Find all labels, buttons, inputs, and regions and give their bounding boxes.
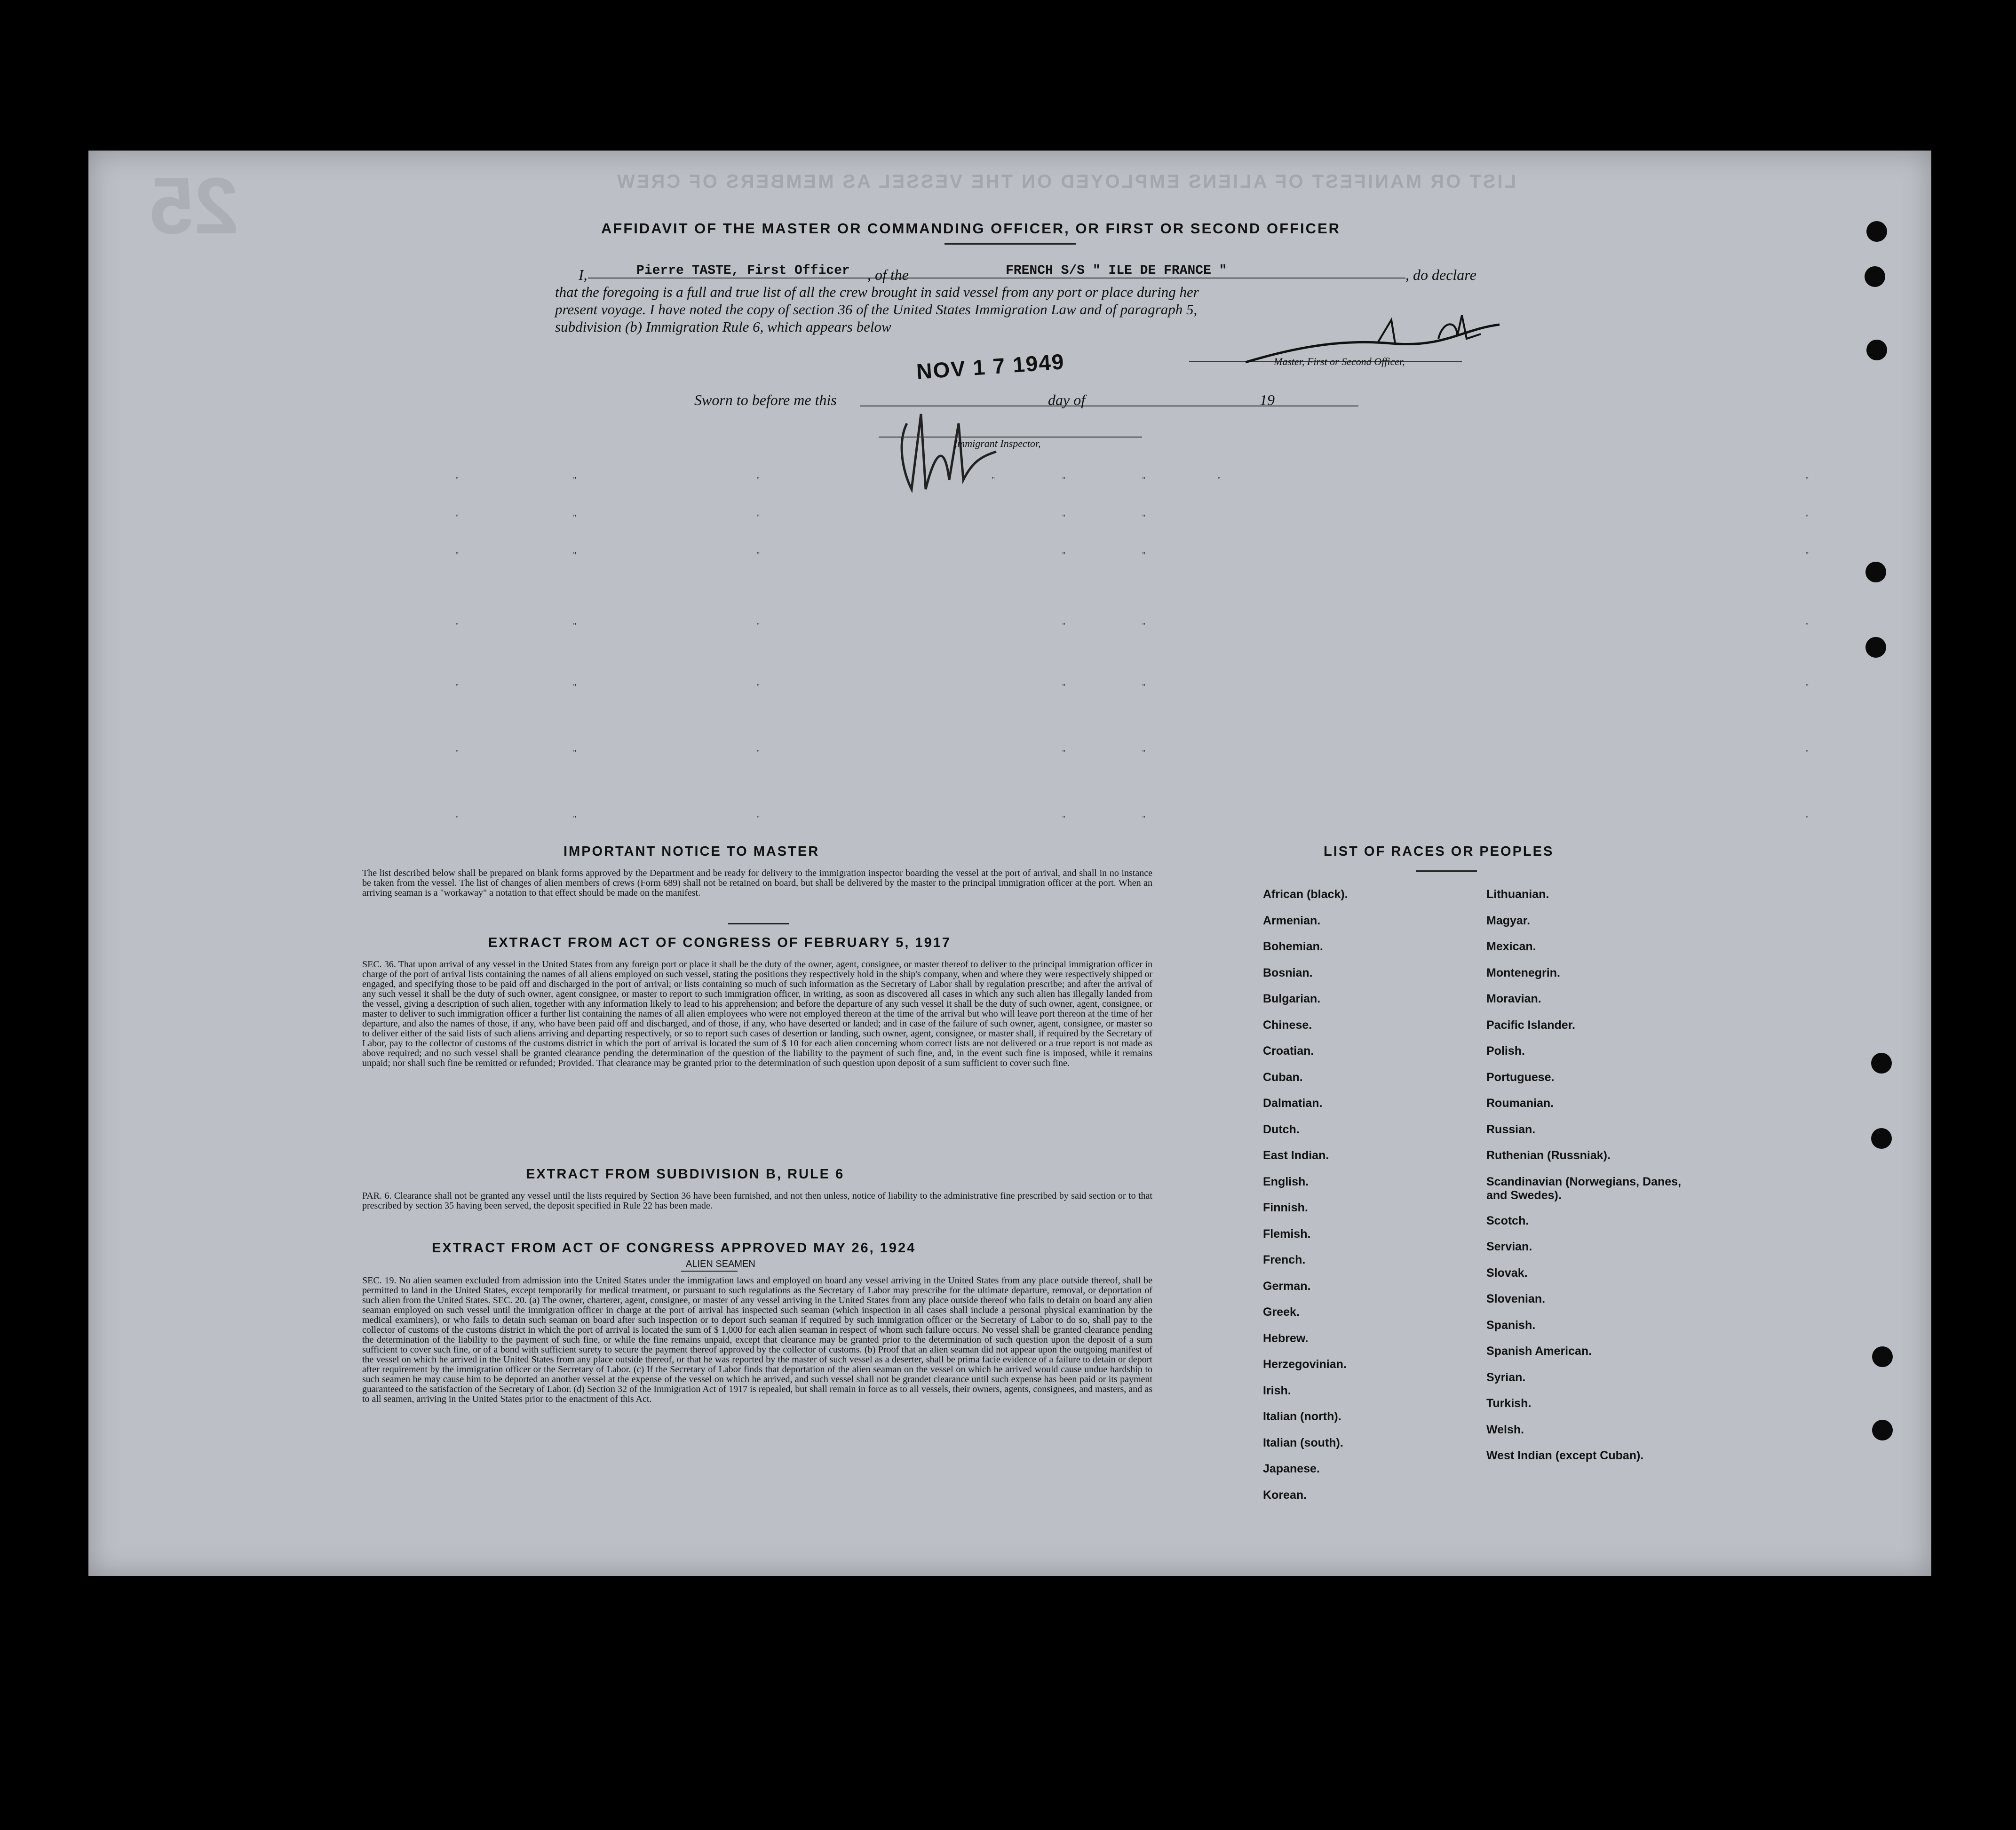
- binder-hole: [1872, 1346, 1893, 1367]
- declaration-line-4: subdivision (b) Immigration Rule 6, which appears below: [555, 318, 891, 335]
- race-item: French.: [1263, 1253, 1306, 1266]
- race-item: Pacific Islander.: [1486, 1018, 1575, 1032]
- race-item: African (black).: [1263, 888, 1348, 901]
- race-item: Turkish.: [1486, 1397, 1532, 1410]
- race-item: Lithuanian.: [1486, 888, 1549, 901]
- officer-name-typed: Pierre TASTE, First Officer: [636, 263, 850, 278]
- race-item: Dalmatian.: [1263, 1097, 1323, 1110]
- of-the-label: , of the: [867, 266, 909, 283]
- race-item: Bosnian.: [1263, 966, 1313, 979]
- race-item: Portuguese.: [1486, 1070, 1555, 1084]
- extract-1924-title: EXTRACT FROM ACT OF CONGRESS APPROVED MAY 26, 1924: [432, 1241, 916, 1256]
- bleed-through-title: LIST OR MANIFEST OF ALIENS EMPLOYED ON THE VESSEL AS MEMBERS OF CREW: [615, 171, 1516, 192]
- affidavit-title: AFFIDAVIT OF THE MASTER OR COMMANDING OFFICER, OR FIRST OR SECOND OFFICER: [601, 220, 1341, 237]
- extract-1917-title: EXTRACT FROM ACT OF CONGRESS OF FEBRUARY 5, 1917: [488, 935, 952, 950]
- subtitle-rule: [681, 1271, 738, 1272]
- race-item: Cuban.: [1263, 1070, 1303, 1084]
- title-rule: [945, 243, 1076, 245]
- bleed-through-page-number: 25: [150, 161, 239, 251]
- races-right-column: [1486, 888, 1693, 1475]
- binder-hole: [1872, 1420, 1893, 1440]
- race-item: Russian.: [1486, 1122, 1536, 1136]
- race-item: Polish.: [1486, 1044, 1525, 1058]
- race-item: Moravian.: [1486, 992, 1541, 1005]
- race-item: Slovak.: [1486, 1266, 1528, 1280]
- document-page: LIST OR MANIFEST OF ALIENS EMPLOYED ON THE VESSEL AS MEMBERS OF CREW 25 AFFIDAVIT OF THE MASTER OR COMMANDING OFFICER, OR FIRST OR SECOND OFFICER I, Pierre TASTE, First Officer , of the FRENCH S/S " ILE DE FRANCE " , do declare that the foregoing is a full and true list of all the crew brought in said vessel from any port or place during her present voyage. I have noted the copy of section 36 of the United States Immigration Law and of paragraph 5, subdivision (b) Immigration Rule 6, which appears below Master, First or Second Officer, Sworn to before me this NOV 1 7 1949 day of 19 Immigrant Inspector, " " " " " " " " " " " " " " " " " " " " " " " " " " " " " " " " " " " " " " " " " " " " IMPORTANT NOTICE TO MASTER The list described below shall be prepared on blank forms approved by the Department and be ready for delivery to the immigration inspector boarding the vessel at the port of arrival, and shall in no instance be taken from the vessel. The list of changes of alien members of crews (Form 689) shall not be retained on board, but shall be delivered by the master to the principal immigration officer at the port. When an arriving seaman is a "workaway" a notation to that effect should be made on the manifest. EXTRACT FROM ACT OF CONGRESS OF FEBRUARY 5, 1917 SEC. 36. That upon arrival of any vessel in the United States from any foreign port or place it shall be the duty of the owner, agent, consignee, or master thereof to deliver to the principal immigration officer in charge of the port of arrival lists containing the names of all aliens employed on such vessel, stating the positions they respectively hold in the ship's company, when and where they were respectively shipped or engaged, and specifying those to be paid off and discharged in the port of arrival; or lists containing so much of such information as the Secretary of Labor shall by regulation prescribe; and after the arrival of any such vessel it shall be the duty of such owner, agent consignee, or master to report to such immigration officer, in writing, as soon as discovered all cases in which any such alien has illegally landed from the vessel, giving a description of such alien, together with any information likely to lead to his apprehension; and before the departure of any such vessel it shall be the duty of such owner, agent, consignee, or master to deliver to such immigration officer a further list containing the names of all alien employees who were not employed thereon at the time of the arrival but who will leave port thereon at the time of her departure, and also the names of those, if any, who have been paid off and discharged, and of those, if any, who have deserted or landed; and in case of the failure of such owner, agent, consignee, or master so to deliver either of the said lists of such aliens arriving and departing respectively, or so to report such cases of desertion or landing, such owner, agent, consignee, or master shall, if required by the Secretary of Labor, pay to the collector of customs of the customs district in which the port of arrival is located the sum of $ 10 for each alien concerning whom correct lists are not delivered or a true report is not made as above required; and no such vessel shall be granted clearance pending the determination of the question of the liability to the payment of such fine, and, in the event such fine is imposed, while it remains unpaid; nor shall such fine be remitted or refunded; Provided. That clearance may be granted prior to the determination of such question upon deposit of a sum sufficient to cover such fine. EXTRACT FROM SUBDIVISION B, RULE 6 PAR. 6. Clearance shall not be granted any vessel until the lists required by Section 36 have been furnished, and not then unless, notice of liability to the administrative fine prescribed by said section or to that prescribed by section 35 having been served, the deposit specified in Rule 22 has been made. EXTRACT FROM ACT OF CONGRESS APPROVED MAY 26, 1924 ALIEN SEAMEN SEC. 19. No alien seamen excluded from admission into the United States under the immigration laws and employed on board any vessel arriving in the United States from any place outside thereof, shall be permitted to land in the United States, except temporarily for medical treatment, or pursuant to such regulations as the Secretary of Labor may prescribe for the ultimate departure, removal, or deportation of such alien from the United States. SEC. 20. (a) The owner, charterer, agent, consignee, or master of any vessel arriving in the United States from any place outside thereof who fails to detain on board any alien seaman employed on such vessel until the immigration officer in charge at the port of arrival has inspected such seaman (which inspection in all cases shall include a personal physical examination by the medical examiners), or who fails to detain such seaman on board after such inspection or to deport such seaman if required by such immigration officer or the Secretary of Labor to do so, shall pay to the collector of customs of the customs district in which the port of arrival is located the sum of $ 1,000 for each alien seaman in respect of whom such failure occurs. No vessel shall be granted clearance pending the determination of the liability to the payment of such fine, or while the fine remains unpaid, except that clearance may be granted prior to the determination of such question upon the deposit of a sum sufficient to cover such fine, or of a bond with sufficient surety to secure the payment thereof approved by the collector of customs. (b) Proof that an alien seaman did not appear upon the outgoing manifest of the vessel on which he arrived in the United States from any place outside thereof, or that he was reported by the master of such vessel as a deserter, shall be prima facie evidence of a failure to detain or deport after requirement by the immigration officer or the Secretary of Labor. (c) If the Secretary of Labor finds that deportation of the alien seaman on the vessel on which he arrived would cause undue hardship to such seamen he may cause him to be deported an another vessel at the expense of the vessel on which he arrived, and such vessel shall not be grandet clearance until such expense has been paid or its payment guaranteed to the satisfaction of the Secretary of Labor. (d) Section 32 of the Immigration Act of 1917 is repealed, but shall remain in force as to all vessels, their owners, agents, consignees, and masters, and as to all seamen, arriving in the United States prior to the enactment of this Act. LIST OF RACES OR PEOPLES African (black). Armenian. Bohemian. Bosnian. Bulgarian. Chinese. Croatian. Cuban. Dalmatian. Dutch. East Indian. English. Finnish. Flemish. French. German. Greek. Hebrew. Herzegovinian. Irish. Italian (north). Italian (south). Japanese. Korean. Lithuanian. Magyar. Mexican. Montenegrin. Moravian. Pacific Islander. Polish. Portuguese. Roumanian. Russian. Ruthenian (Russniak). Scandinavian (Norwegians, Danes, and Swedes). Scotch. Servian. Slovak. Slovenian. Spanish. Spanish American. Syrian. Turkish. Welsh. West Indian (except Cuban).: [88, 151, 1931, 1576]
- binder-hole: [1871, 1053, 1892, 1074]
- race-item: Mexican.: [1486, 940, 1536, 953]
- extract-1924-text: SEC. 19. No alien seamen excluded from admission into the United States under the immigration laws and employed on board any vessel arriving in the United States from any place outside thereof, shall be permitted to land in the United States, except temporarily for medical treatment, or pursuant to such regulations as the Secretary of Labor may prescribe for the ultimate departure, removal, or deportation of such alien from the United States. SEC. 20. (a) The owner, charterer, agent, consignee, or master of any vessel arriving in the United States from any place outside thereof who fails to detain on board any alien seaman employed on such vessel until the immigration officer in charge at the port of arrival has inspected such seaman (which inspection in all cases shall include a personal physical examination by the medical examiners), or who fails to detain such seaman on board after such inspection or to deport such seaman if required by such immigration officer or the Secretary of Labor to do so, shall pay to the collector of customs of the customs district in which the port of arrival is located the sum of $ 1,000 for each alien seaman in respect of whom such failure occurs. No vessel shall be granted clearance pending the determination of the liability to the payment of such fine, or while the fine remains unpaid, except that clearance may be granted prior to the determination of such question upon the deposit of a sum sufficient to cover such fine, or of a bond with sufficient surety to secure the payment thereof approved by the collector of customs. (b) Proof that an alien seaman did not appear upon the outgoing manifest of the vessel on which he arrived in the United States from any place outside thereof, or that he was reported by the master of such vessel as a deserter, shall be prima facie evidence of a failure to detain or deport after requirement by the immigration officer or the Secretary of Labor. (c) If the Secretary of Labor finds that deportation of the alien seaman on the vessel on which he arrived would cause undue hardship to such seamen he may cause him to be deported an another vessel at the expense of the vessel on which he arrived, and such vessel shall not be grandet clearance until such expense has been paid or its payment guaranteed to the satisfaction of the Secretary of Labor. (d) Section 32 of the Immigration Act of 1917 is repealed, but shall remain in force as to all vessels, their owners, agents, consignees, and masters, and as to all seamen, arriving in the United States prior to the enactment of this Act.: [362, 1275, 1152, 1404]
- binder-hole: [1865, 562, 1886, 582]
- races-title: LIST OF RACES OR PEOPLES: [1324, 844, 1554, 859]
- notice-rule: [728, 923, 789, 924]
- race-item: Scotch.: [1486, 1214, 1529, 1227]
- extract-1917-text: SEC. 36. That upon arrival of any vessel in the United States from any foreign port or place it shall be the duty of the owner, agent, consignee, or master thereof to deliver to the principal immigration officer in charge of the port of arrival lists containing the names of all aliens employed on such vessel, stating the positions they respectively hold in the ship's company, when and where they were respectively shipped or engaged, and specifying those to be paid off and discharged in the port of arrival; or lists containing so much of such information as the Secretary of Labor shall by regulation prescribe; and after the arrival of any such vessel it shall be the duty of such owner, agent consignee, or master to report to such immigration officer, in writing, as soon as discovered all cases in which any such alien has illegally landed from the vessel, giving a description of such alien, together with any information likely to lead to his apprehension; and before the departure of any such vessel it shall be the duty of such owner, agent, consignee, or master to deliver to such immigration officer a further list containing the names of all alien employees who were not employed thereon at the time of the arrival but who will leave port thereon at the time of her departure, and also the names of those, if any, who have been paid off and discharged, and of those, if any, who have deserted or landed; and in case of the failure of such owner, agent, consignee, or master so to deliver either of the said lists of such aliens arriving and departing respectively, or so to report such cases of desertion or landing, such owner, agent, consignee, or master shall, if required by the Secretary of Labor, pay to the collector of customs of the customs district in which the port of arrival is located the sum of $ 10 for each alien concerning whom correct lists are not delivered or a true report is not made as above required; and no such vessel shall be granted clearance pending the determination of the question of the liability to the payment of such fine, and, in the event such fine is imposed, while it remains unpaid; nor shall such fine be remitted or refunded; Provided. That clearance may be granted prior to the determination of such question upon deposit of a sum sufficient to cover such fine.: [362, 959, 1152, 1068]
- race-item: Roumanian.: [1486, 1097, 1554, 1110]
- race-item: Italian (north).: [1263, 1410, 1341, 1423]
- inspector-caption: Immigrant Inspector,: [954, 438, 1041, 449]
- race-item: Bulgarian.: [1263, 992, 1321, 1005]
- race-item: Dutch.: [1263, 1122, 1300, 1136]
- binder-hole: [1871, 1128, 1892, 1149]
- race-item: Japanese.: [1263, 1462, 1320, 1475]
- extract-1924-subtitle: ALIEN SEAMEN: [686, 1259, 755, 1269]
- date-stamp: NOV 1 7 1949: [915, 349, 1065, 384]
- race-item: Ruthenian (Russniak).: [1486, 1149, 1611, 1162]
- vessel-name-typed: FRENCH S/S " ILE DE FRANCE ": [1006, 263, 1227, 278]
- year-prefix: 19: [1260, 391, 1275, 408]
- race-item: Servian.: [1486, 1240, 1532, 1253]
- races-left-column: [1263, 888, 1470, 1514]
- race-item: East Indian.: [1263, 1149, 1329, 1162]
- race-item: Herzegovinian.: [1263, 1358, 1347, 1371]
- race-item: Bohemian.: [1263, 940, 1323, 953]
- do-declare-label: , do declare: [1405, 266, 1476, 283]
- extract-rule6-title: EXTRACT FROM SUBDIVISION B, RULE 6: [526, 1167, 845, 1182]
- race-item: Montenegrin.: [1486, 966, 1560, 979]
- day-of-label: day of: [1048, 391, 1086, 408]
- race-item: Armenian.: [1263, 914, 1321, 927]
- extract-rule6-text: PAR. 6. Clearance shall not be granted any vessel until the lists required by Section 36 have been furnished, and not then unless, notice of liability to the administrative fine prescribed by said section or to that prescribed by section 35 having been served, the deposit specified in Rule 22 has been made.: [362, 1191, 1152, 1211]
- race-item: Croatian.: [1263, 1044, 1314, 1058]
- binder-hole: [1865, 266, 1885, 287]
- race-item: Hebrew.: [1263, 1331, 1309, 1345]
- binder-hole: [1865, 637, 1886, 658]
- sworn-label: Sworn to before me this: [694, 391, 837, 408]
- race-item: Spanish American.: [1486, 1345, 1592, 1358]
- race-item: Irish.: [1263, 1384, 1291, 1397]
- race-item: Korean.: [1263, 1488, 1307, 1502]
- notice-text: The list described below shall be prepared on blank forms approved by the Department and be ready for delivery to the immigration inspector boarding the vessel at the port of arrival, and shall in no instance be taken from the vessel. The list of changes of alien members of crews (Form 689) shall not be retained on board, but shall be delivered by the master to the principal immigration officer at the port. When an arriving seaman is a "workaway" a notation to that effect should be made on the manifest.: [362, 868, 1152, 898]
- i-label: I,: [579, 266, 587, 283]
- race-item: Slovenian.: [1486, 1292, 1546, 1305]
- race-item: Greek.: [1263, 1305, 1300, 1319]
- race-item: Scandinavian (Norwegians, Danes, and Swedes).: [1486, 1175, 1682, 1202]
- race-item: English.: [1263, 1175, 1309, 1188]
- races-rule: [1416, 870, 1477, 872]
- race-item: Spanish.: [1486, 1318, 1536, 1332]
- officer-caption: Master, First or Second Officer,: [1274, 356, 1405, 367]
- notice-title: IMPORTANT NOTICE TO MASTER: [564, 844, 820, 859]
- inspector-signature: [888, 395, 1010, 508]
- race-item: Italian (south).: [1263, 1436, 1343, 1449]
- race-item: Welsh.: [1486, 1423, 1524, 1436]
- declaration-line-2: that the foregoing is a full and true list of all the crew brought in said vessel from any port or place during her: [555, 284, 1199, 300]
- binder-hole: [1866, 221, 1887, 242]
- race-item: Magyar.: [1486, 914, 1531, 927]
- race-item: Chinese.: [1263, 1018, 1312, 1032]
- race-item: Syrian.: [1486, 1370, 1526, 1384]
- declaration-line-3: present voyage. I have noted the copy of section 36 of the United States Immigration Law and of paragraph 5,: [555, 301, 1198, 318]
- race-item: West Indian (except Cuban).: [1486, 1449, 1644, 1462]
- race-item: Flemish.: [1263, 1227, 1311, 1241]
- race-item: Finnish.: [1263, 1201, 1308, 1214]
- race-item: German.: [1263, 1279, 1311, 1293]
- binder-hole: [1866, 340, 1887, 360]
